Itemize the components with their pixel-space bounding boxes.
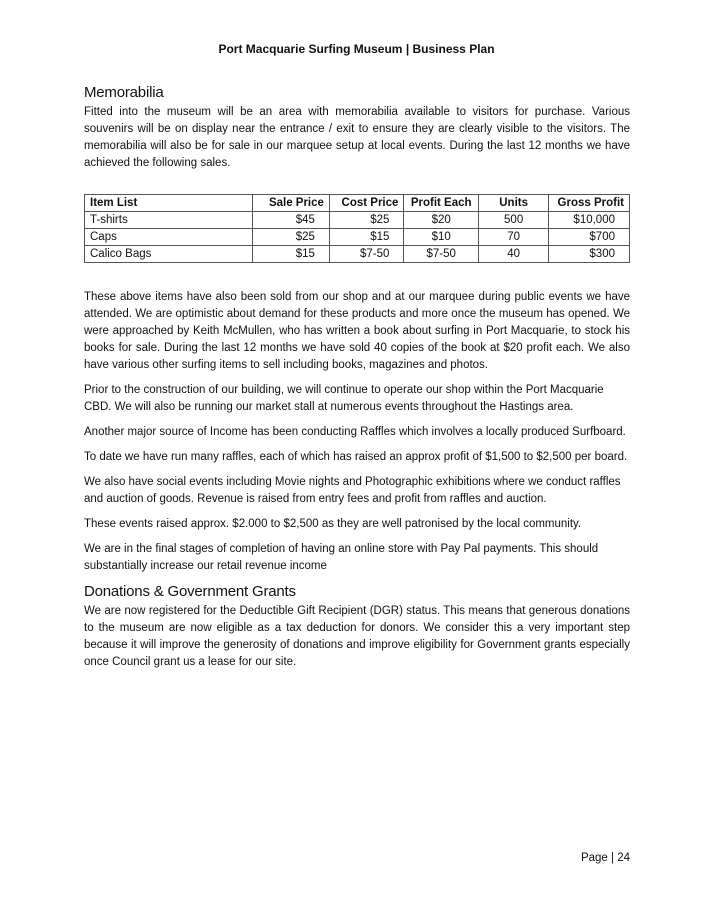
- paragraph-raffles-profit: To date we have run many raffles, each of which has raised an approx profit of $1,500 to $2,500 per board.: [84, 451, 628, 463]
- column-header-sale-price: Sale Price: [253, 195, 330, 212]
- table-row: [85, 246, 630, 263]
- cell-sale-price: $15: [253, 246, 330, 263]
- page-content: [84, 84, 630, 679]
- page-number: Page | 24: [580, 852, 630, 864]
- column-header-cost-price: Cost Price: [329, 195, 404, 212]
- cell-units: 500: [478, 212, 548, 229]
- cell-sale-price: $25: [253, 229, 330, 246]
- paragraph-social-events: We also have social events including Movie nights and Photographic exhibitions where we conduct raffles and auction of goods. Revenue is raised from entry fees and profit from raffles and auction.: [84, 476, 621, 505]
- cell-cost-price: $15: [329, 229, 404, 246]
- column-header-gross-profit: Gross Profit: [549, 195, 630, 212]
- donations-body: We are now registered for the Deductible Gift Recipient (DGR) status. This means that generous donations to the museum are now eligible as a tax deduction for donors. We consider this a very important step because it will improve the generosity of donations and improve eligibility for Government grants especially once Council grant us a lease for our site.: [84, 605, 630, 668]
- table-row: [85, 212, 630, 229]
- cell-gross-profit: $300: [549, 246, 630, 263]
- cell-units: 70: [478, 229, 548, 246]
- table-header-row: [85, 195, 630, 212]
- cell-gross-profit: $10,000: [549, 212, 630, 229]
- column-header-profit-each: Profit Each: [404, 195, 479, 212]
- paragraph-raffles-source: Another major source of Income has been conducting Raffles which involves a locally produced Surfboard.: [84, 426, 626, 438]
- cell-profit-each: $20: [404, 212, 479, 229]
- paragraph-items-sold: These above items have also been sold from our shop and at our marquee during public events we have attended. We are optimistic about demand for these products and more once the museum has opened. We were approached by Keith McMullen, who has written a book about surfing in Port Macquarie, to stock his books for sale. During the last 12 months we have sold 40 copies of the book at $20 profit each. We also have various other surfing items to sell including books, magazines and photos.: [84, 291, 630, 371]
- cell-sale-price: $45: [253, 212, 330, 229]
- cell-item: Calico Bags: [85, 246, 253, 263]
- sales-table: [84, 194, 630, 263]
- column-header-units: Units: [478, 195, 548, 212]
- cell-profit-each: $10: [404, 229, 479, 246]
- donations-heading: Donations & Government Grants: [84, 583, 296, 600]
- cell-cost-price: $7-50: [329, 246, 404, 263]
- cell-gross-profit: $700: [549, 229, 630, 246]
- memorabilia-heading: Memorabilia: [84, 84, 164, 101]
- paragraph-shop-operation: Prior to the construction of our building, we will continue to operate our shop within the Port Macquarie CBD. We will also be running our market stall at numerous events throughout the Hastings area.: [84, 384, 604, 413]
- column-header-item-list: Item List: [85, 195, 253, 212]
- cell-item: T-shirts: [85, 212, 253, 229]
- cell-cost-price: $25: [329, 212, 404, 229]
- memorabilia-intro: Fitted into the museum will be an area with memorabilia available to visitors for purchase. Various souvenirs will be on display near the entrance / exit to ensure they are clearly visible to the visitors. The memorabilia will also be for sale in our marquee setup at local events. During the last 12 months we have achieved the following sales.: [84, 106, 630, 169]
- table-row: [85, 229, 630, 246]
- cell-units: 40: [478, 246, 548, 263]
- cell-item: Caps: [85, 229, 253, 246]
- paragraph-events-revenue: These events raised approx. $2.000 to $2,500 as they are well patronised by the local community.: [84, 518, 582, 530]
- page-header-title: Port Macquarie Surfing Museum | Business Plan: [218, 42, 495, 56]
- sales-table-wrapper: [84, 194, 630, 263]
- paragraph-online-store: We are in the final stages of completion of having an online store with Pay Pal payments. This should substantially increase our retail revenue income: [84, 543, 599, 572]
- cell-profit-each: $7-50: [404, 246, 479, 263]
